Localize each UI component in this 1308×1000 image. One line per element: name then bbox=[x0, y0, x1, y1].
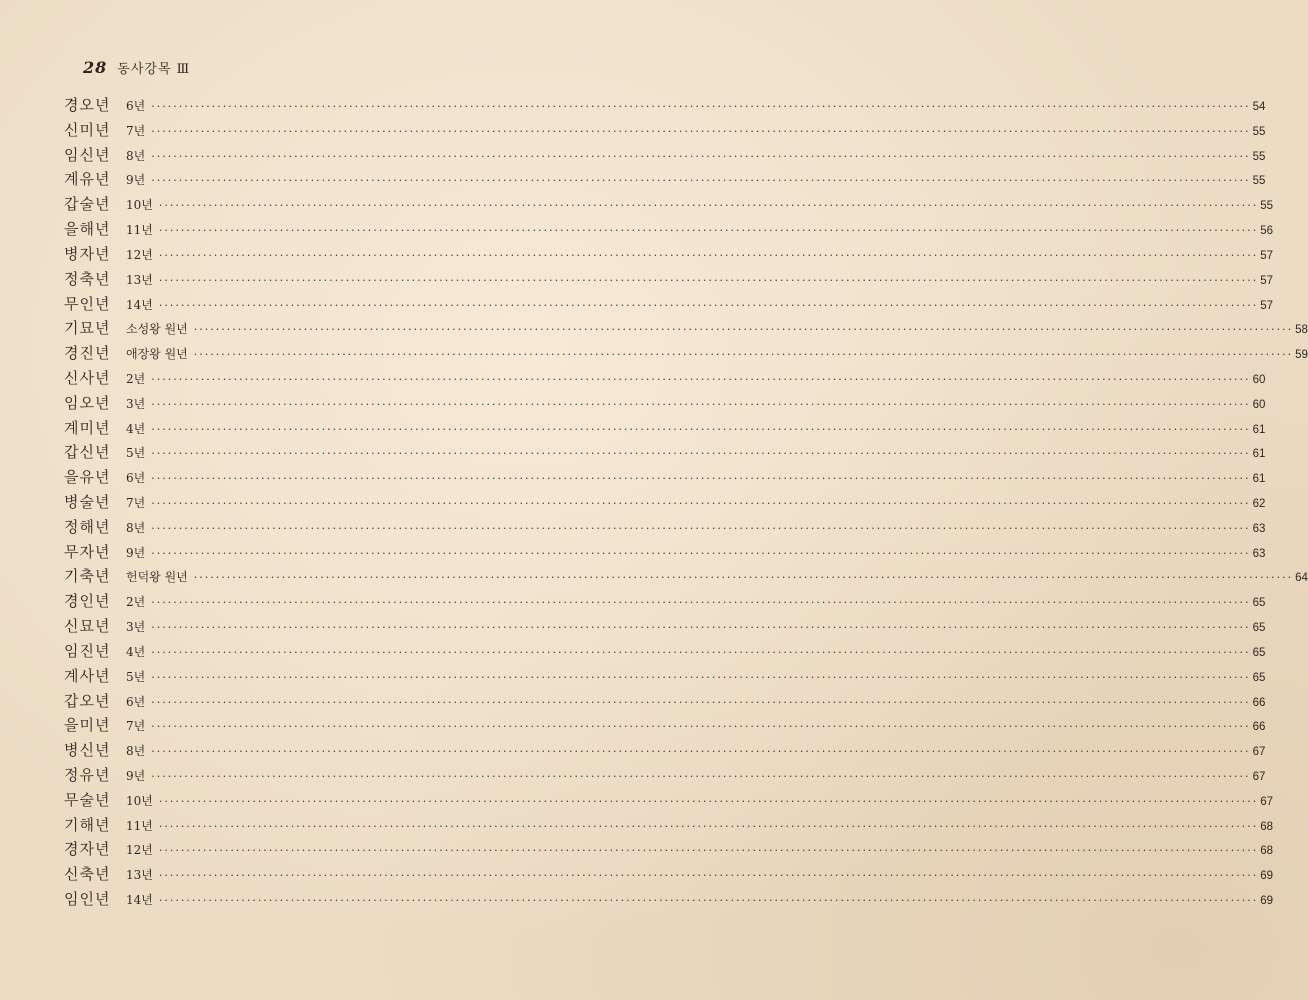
toc-entry-page: 64 bbox=[1295, 572, 1308, 585]
dot-leader: ········································································································································································································ bbox=[151, 497, 1251, 510]
toc-entry-year: 을해년 bbox=[64, 220, 111, 239]
toc-entry bbox=[64, 589, 1266, 614]
toc-entry-page: 55 bbox=[1252, 125, 1266, 138]
toc-entry bbox=[64, 217, 1273, 242]
toc-entry-year: 신축년 bbox=[64, 865, 111, 884]
toc-entry-reign: 7년 bbox=[126, 496, 146, 510]
running-header bbox=[83, 58, 190, 77]
dot-leader: ········································································································································································································ bbox=[151, 174, 1251, 188]
toc-entry-page: 61 bbox=[1252, 423, 1266, 436]
toc-entry-page: 58 bbox=[1295, 324, 1308, 337]
toc-entry-year: 정해년 bbox=[64, 517, 111, 536]
toc-entry-reign: 14년 bbox=[126, 893, 153, 907]
toc-entry bbox=[64, 689, 1266, 714]
toc-entry-year: 병신년 bbox=[64, 741, 111, 760]
dot-leader: ········································································································································································································ bbox=[158, 248, 1259, 262]
toc-entry bbox=[64, 242, 1273, 267]
toc-entry bbox=[64, 341, 1308, 366]
toc-entry-reign: 소성왕 원년 bbox=[126, 322, 188, 337]
toc-entry-reign: 헌덕왕 원년 bbox=[126, 570, 188, 585]
dot-leader: ········································································································································································································ bbox=[158, 224, 1259, 238]
toc-entry-page: 69 bbox=[1260, 870, 1273, 883]
toc-entry-year: 신미년 bbox=[64, 120, 111, 139]
toc-entry-page: 61 bbox=[1252, 448, 1266, 461]
toc-entry-year: 임진년 bbox=[64, 641, 111, 660]
toc-entry-reign: 12년 bbox=[126, 247, 153, 262]
dot-leader: ········································································································································································································ bbox=[158, 844, 1259, 858]
toc-entry-page: 66 bbox=[1252, 721, 1266, 734]
toc-entry-year: 경진년 bbox=[64, 344, 111, 363]
toc-entry-year: 정유년 bbox=[64, 765, 111, 784]
toc-entry-reign: 7년 bbox=[126, 719, 146, 734]
toc-entry bbox=[64, 813, 1273, 838]
dot-leader: ········································································································································································································ bbox=[151, 397, 1251, 411]
toc-entry-page: 59 bbox=[1295, 349, 1308, 362]
toc-entry bbox=[64, 292, 1273, 317]
toc-entry-page: 69 bbox=[1260, 895, 1273, 907]
toc-entry-year: 신묘년 bbox=[64, 617, 111, 636]
toc-entry-year: 임오년 bbox=[64, 393, 111, 412]
toc-entry bbox=[64, 862, 1273, 887]
toc-entry bbox=[64, 837, 1273, 862]
toc-entry-page: 68 bbox=[1260, 820, 1273, 833]
toc-entry-year: 신사년 bbox=[64, 368, 111, 387]
toc-entry-reign: 6년 bbox=[126, 694, 146, 709]
toc-entry-reign: 8년 bbox=[126, 148, 146, 163]
dot-leader: ········································································································································································································ bbox=[151, 447, 1251, 461]
table-of-contents bbox=[64, 93, 1308, 912]
dot-leader: ········································································································································································································ bbox=[151, 124, 1251, 138]
toc-entry-page: 55 bbox=[1252, 175, 1266, 188]
dot-leader: ········································································································································································································ bbox=[151, 149, 1251, 163]
dot-leader: ········································································································································································································ bbox=[151, 472, 1251, 486]
toc-entry-year: 계미년 bbox=[64, 418, 111, 437]
toc-entry-year: 병술년 bbox=[64, 493, 111, 511]
dot-leader: ········································································································································································································ bbox=[151, 372, 1251, 386]
toc-entry-page: 65 bbox=[1252, 597, 1266, 610]
dot-leader: ········································································································································································································ bbox=[151, 546, 1251, 560]
dot-leader: ········································································································································································································ bbox=[151, 670, 1251, 684]
dot-leader: ········································································································································································································ bbox=[151, 521, 1251, 535]
dot-leader: ········································································································································································································ bbox=[151, 422, 1251, 436]
dot-leader: ········································································································································································································ bbox=[151, 745, 1251, 759]
toc-entry bbox=[64, 465, 1266, 490]
toc-entry-year: 무인년 bbox=[64, 294, 111, 313]
toc-entry bbox=[64, 564, 1308, 589]
toc-entry-reign: 10년 bbox=[126, 198, 153, 213]
toc-entry-reign: 8년 bbox=[126, 520, 146, 535]
toc-entry-reign: 8년 bbox=[126, 744, 146, 759]
toc-entry-page: 67 bbox=[1252, 746, 1266, 759]
toc-entry-page: 68 bbox=[1260, 845, 1273, 858]
toc-entry bbox=[64, 167, 1266, 192]
toc-entry bbox=[64, 788, 1273, 813]
toc-entry bbox=[64, 192, 1273, 217]
toc-entry-year: 을미년 bbox=[64, 716, 111, 735]
toc-entry-year: 병자년 bbox=[64, 244, 111, 263]
toc-entry bbox=[64, 540, 1266, 565]
toc-entry-year: 무자년 bbox=[64, 542, 111, 561]
toc-entry-page: 65 bbox=[1252, 646, 1266, 659]
toc-entry-year: 을유년 bbox=[64, 468, 111, 487]
toc-entry-page: 63 bbox=[1252, 522, 1266, 535]
toc-entry bbox=[64, 515, 1266, 540]
toc-entry bbox=[64, 93, 1266, 118]
toc-entry-page: 65 bbox=[1252, 671, 1266, 684]
dot-leader: ········································································································································································································ bbox=[193, 571, 1294, 585]
toc-entry-reign: 5년 bbox=[126, 446, 146, 461]
toc-entry bbox=[64, 713, 1266, 738]
book-title: 동사강목 Ⅲ bbox=[117, 62, 191, 77]
dot-leader: ········································································································································································································ bbox=[193, 323, 1294, 337]
toc-entry bbox=[64, 614, 1266, 639]
toc-entry-year: 무술년 bbox=[64, 790, 111, 809]
toc-entry-year: 경인년 bbox=[64, 592, 111, 611]
toc-entry-reign: 6년 bbox=[126, 471, 146, 486]
toc-entry-page: 57 bbox=[1260, 299, 1273, 312]
toc-entry-page: 67 bbox=[1260, 795, 1273, 808]
dot-leader: ········································································································································································································ bbox=[151, 100, 1251, 113]
toc-entry-page: 55 bbox=[1252, 150, 1266, 163]
dot-leader: ········································································································································································································ bbox=[158, 794, 1259, 808]
dot-leader: ········································································································································································································ bbox=[151, 695, 1251, 709]
toc-entry-page: 57 bbox=[1260, 249, 1273, 262]
toc-entry-page: 67 bbox=[1252, 770, 1266, 783]
toc-entry bbox=[64, 490, 1266, 515]
toc-entry-year: 경오년 bbox=[64, 96, 111, 114]
toc-entry-reign: 10년 bbox=[126, 793, 153, 808]
dot-leader: ········································································································································································································ bbox=[158, 869, 1259, 883]
toc-entry-year: 임인년 bbox=[64, 890, 111, 908]
toc-entry-reign: 4년 bbox=[126, 644, 146, 659]
toc-entry-year: 임신년 bbox=[64, 145, 111, 164]
toc-entry-year: 기묘년 bbox=[64, 319, 111, 338]
dot-leader: ········································································································································································································ bbox=[151, 645, 1251, 659]
toc-entry-reign: 6년 bbox=[126, 99, 146, 113]
toc-entry-reign: 12년 bbox=[126, 843, 153, 858]
toc-entry-page: 66 bbox=[1252, 696, 1266, 709]
toc-entry-page: 62 bbox=[1252, 498, 1266, 510]
toc-entry bbox=[64, 366, 1266, 391]
toc-entry-year: 갑오년 bbox=[64, 691, 111, 710]
toc-entry-reign: 11년 bbox=[126, 818, 153, 833]
dot-leader: ········································································································································································································ bbox=[158, 199, 1259, 213]
toc-entry bbox=[64, 267, 1273, 292]
toc-entry-page: 57 bbox=[1260, 274, 1273, 287]
toc-entry-reign: 4년 bbox=[126, 421, 146, 436]
toc-entry bbox=[64, 440, 1266, 465]
toc-entry-reign: 3년 bbox=[126, 396, 146, 411]
toc-entry bbox=[64, 639, 1266, 664]
toc-entry-year: 계사년 bbox=[64, 666, 111, 685]
toc-entry-year: 계유년 bbox=[64, 170, 111, 189]
toc-entry-page: 55 bbox=[1260, 200, 1273, 213]
toc-entry-reign: 5년 bbox=[126, 669, 146, 684]
toc-entry bbox=[64, 887, 1273, 912]
toc-entry-reign: 9년 bbox=[126, 545, 146, 560]
dot-leader: ········································································································································································································ bbox=[151, 596, 1251, 610]
toc-entry-reign: 13년 bbox=[126, 868, 153, 883]
toc-entry-page: 56 bbox=[1260, 225, 1273, 238]
toc-entry-reign: 2년 bbox=[126, 371, 146, 386]
dot-leader: ········································································································································································································ bbox=[158, 298, 1259, 312]
dot-leader: ········································································································································································································ bbox=[151, 720, 1251, 734]
toc-entry bbox=[64, 664, 1266, 689]
toc-entry-page: 61 bbox=[1252, 473, 1266, 486]
page-number: 28 bbox=[83, 58, 108, 77]
toc-entry bbox=[64, 416, 1266, 441]
toc-entry-year: 갑신년 bbox=[64, 443, 111, 462]
toc-entry bbox=[64, 738, 1266, 763]
dot-leader: ········································································································································································································ bbox=[158, 894, 1259, 907]
toc-entry-reign: 11년 bbox=[126, 223, 153, 238]
toc-entry-reign: 14년 bbox=[126, 297, 153, 312]
toc-entry bbox=[64, 316, 1308, 341]
toc-entry-page: 54 bbox=[1252, 101, 1266, 113]
dot-leader: ········································································································································································································ bbox=[193, 348, 1294, 362]
dot-leader: ········································································································································································································ bbox=[158, 819, 1259, 833]
toc-entry bbox=[64, 118, 1266, 143]
toc-entry-year: 정축년 bbox=[64, 269, 111, 288]
toc-entry-reign: 애장왕 원년 bbox=[126, 347, 188, 362]
toc-entry-reign: 9년 bbox=[126, 768, 146, 783]
toc-entry-page: 65 bbox=[1252, 622, 1266, 635]
toc-entry-page: 60 bbox=[1252, 373, 1266, 386]
toc-entry bbox=[64, 143, 1266, 168]
toc-entry-reign: 9년 bbox=[126, 173, 146, 188]
dot-leader: ········································································································································································································ bbox=[151, 621, 1251, 635]
toc-entry-reign: 3년 bbox=[126, 620, 146, 635]
toc-entry-page: 63 bbox=[1252, 547, 1266, 560]
toc-entry-reign: 2년 bbox=[126, 595, 146, 610]
toc-entry-year: 경자년 bbox=[64, 840, 111, 859]
toc-entry-reign: 7년 bbox=[126, 123, 146, 138]
toc-entry-reign: 13년 bbox=[126, 272, 153, 287]
dot-leader: ········································································································································································································ bbox=[151, 769, 1251, 783]
toc-entry-year: 갑술년 bbox=[64, 195, 111, 214]
toc-entry bbox=[64, 763, 1266, 788]
toc-entry bbox=[64, 391, 1266, 416]
toc-entry-year: 기축년 bbox=[64, 567, 111, 586]
toc-entry-page: 60 bbox=[1252, 398, 1266, 411]
dot-leader: ········································································································································································································ bbox=[158, 273, 1259, 287]
toc-entry-year: 기해년 bbox=[64, 815, 111, 834]
